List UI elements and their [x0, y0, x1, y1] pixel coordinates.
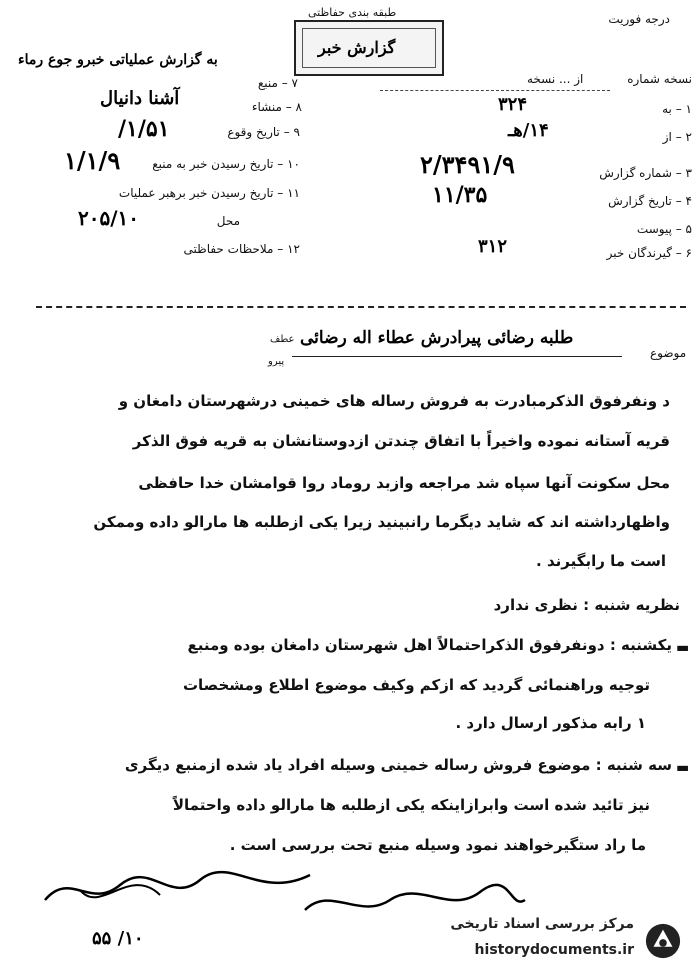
field-report-date: ۴ – تاریخ گزارش [608, 194, 692, 208]
body-line: محل سکونت آنها سپاه شد مراجعه وازبد روماد روا قوامشان خدا حافظی [138, 474, 670, 492]
field-report-number-value: ۲/۳۴۹۱/۹ [420, 150, 515, 179]
field-num: ۷ [291, 76, 298, 90]
tuesday-line: ما راد ستگیرخواهند نمود وسیله منبع تحت بررسی است . [229, 836, 646, 854]
field-label: محل [216, 214, 240, 228]
tuesday-line: سه شنبه : موضوع فروش رساله خمینی وسیله افراد یاد شده ازمنبع دیگری [124, 756, 672, 774]
field-label: از [662, 130, 672, 144]
field-origin-value: آشنا دانیال [100, 88, 180, 109]
field-occurrence-date: ۹ – تاریخ وقوع [227, 125, 300, 139]
field-attachment: ۵ – پیوست [636, 222, 692, 236]
field-num: ۱ [685, 102, 692, 116]
subject-label: موضوع [650, 346, 687, 360]
field-received-by-leader: ۱۱ – تاریخ رسیدن خبر برهبر عملیات [118, 186, 300, 200]
field-num: ۱۱ [287, 186, 300, 200]
watermark-title: مرکز بررسی اسناد تاریخی [450, 916, 634, 932]
field-received-by-source: ۱۰ – تاریخ رسیدن خبر به منبع [152, 157, 300, 171]
signature-left [40, 860, 320, 920]
sunday-line: توجیه وراهنمائی گردید که ازکم وکیف موضوع اطلاع ومشخصات [182, 676, 650, 694]
field-label: پیوست [636, 222, 672, 236]
field-report-date-value: ۱۱/۳۵ [432, 182, 488, 208]
archive-logo-icon [644, 922, 682, 960]
field-recipients-value: ۳۱۲ [478, 236, 508, 257]
watermark-url: historydocuments.ir [474, 942, 634, 958]
field-report-number: ۳ – شماره گزارش [599, 166, 692, 180]
field-label: گیرندگان خبر [606, 246, 672, 260]
divider-line [380, 90, 610, 91]
subject-underline [292, 356, 622, 357]
field-to: ۱ – به [662, 102, 692, 116]
field-num: ۹ [293, 125, 300, 139]
field-num: ۶ [685, 246, 692, 260]
field-to-value: ۳۲۴ [498, 94, 528, 115]
field-label: تاریخ رسیدن خبر برهبر عملیات [118, 186, 274, 200]
header-rule [36, 306, 686, 308]
bullet-mark: ▬ [676, 760, 690, 776]
tuesday-line: نیز تائید شده است وابرازاینکه یکی ازطلبه ها مارالو داده واحتمالاً [172, 796, 650, 814]
field-location-value: ۲۰۵/۱۰ [78, 206, 140, 230]
field-location [180, 214, 240, 228]
body-line: د ونفرفوق الذکرمبادرت به فروش رساله های خمینی درشهرستان دامغان و [118, 392, 670, 410]
field-value: از ... نسخه [526, 72, 584, 86]
field-label: ملاحظات حفاظتی [183, 242, 274, 256]
field-num: ۱۰ [287, 157, 300, 171]
subject-annotation-top: عطف [270, 334, 295, 345]
field-origin: ۸ – منشاء [251, 100, 302, 114]
opinion-line: نظریه شنبه : نظری ندارد [493, 596, 680, 614]
field-label: شماره گزارش [599, 166, 672, 180]
classification-label: طبقه بندی حفاظتی [308, 6, 397, 19]
field-num: ۸ [295, 100, 302, 114]
body-line: است ما رابگیرند . [536, 552, 666, 570]
field-copy-number [442, 72, 692, 86]
bullet-mark: ▬ [676, 640, 690, 656]
field-label: تاریخ گزارش [608, 194, 672, 208]
field-num: ۴ [685, 194, 692, 208]
report-title: به گزارش عملیاتی خبرو جوع رماء [18, 52, 218, 68]
field-source: ۷ – منبع [257, 76, 298, 90]
subject-annotation-bottom: پیرو [268, 356, 285, 367]
field-label: منبع [257, 76, 278, 90]
subject-text: طلبه رضائی پیرادرش عطاء اله رضائی [300, 328, 574, 348]
priority-label: درجه فوریت [608, 12, 670, 26]
field-num: ۵ [685, 222, 692, 236]
field-label: تاریخ وقوع [227, 125, 280, 139]
field-num: ۱۲ [287, 242, 300, 256]
field-num: ۲ [685, 130, 692, 144]
sunday-line: ۱ رابه مذکور ارسال دارد . [455, 714, 646, 732]
field-recipients: ۶ – گیرندگان خبر [606, 246, 692, 260]
field-occurrence-date-value: ۱/۵۱/ [118, 116, 170, 142]
field-label: به [662, 102, 672, 116]
handwritten-note: ۱۰/ ۵۵ [92, 928, 144, 949]
field-label: تاریخ رسیدن خبر به منبع [152, 157, 274, 171]
field-from-value: ۱۴/هـ [508, 120, 549, 141]
field-label: نسخه شماره [627, 72, 692, 86]
sunday-line: یکشنبه : دونفرفوق الذکراحتمالاً اهل شهرستان دامغان بوده ومنبع [187, 636, 672, 654]
field-from: ۲ – از [662, 130, 692, 144]
body-line: واظهارداشته اند که شاید دیگرما رانبینید زیرا یکی ازطلبه ها مارالو داده وممکن [93, 513, 670, 531]
field-num: ۳ [685, 166, 692, 180]
field-label: منشاء [251, 100, 282, 114]
stamp-text: گزارش خبر [318, 38, 396, 57]
report-stamp [294, 20, 444, 76]
field-security-notes: ۱۲ – ملاحظات حفاظتی [183, 242, 300, 256]
body-line: قریه آستانه نموده واخیراً با اتفاق چندتن ازدوستانشان به قریه فوق الذکر [132, 432, 670, 450]
field-received-by-source-value: ۱/۱/۹ [64, 146, 121, 175]
